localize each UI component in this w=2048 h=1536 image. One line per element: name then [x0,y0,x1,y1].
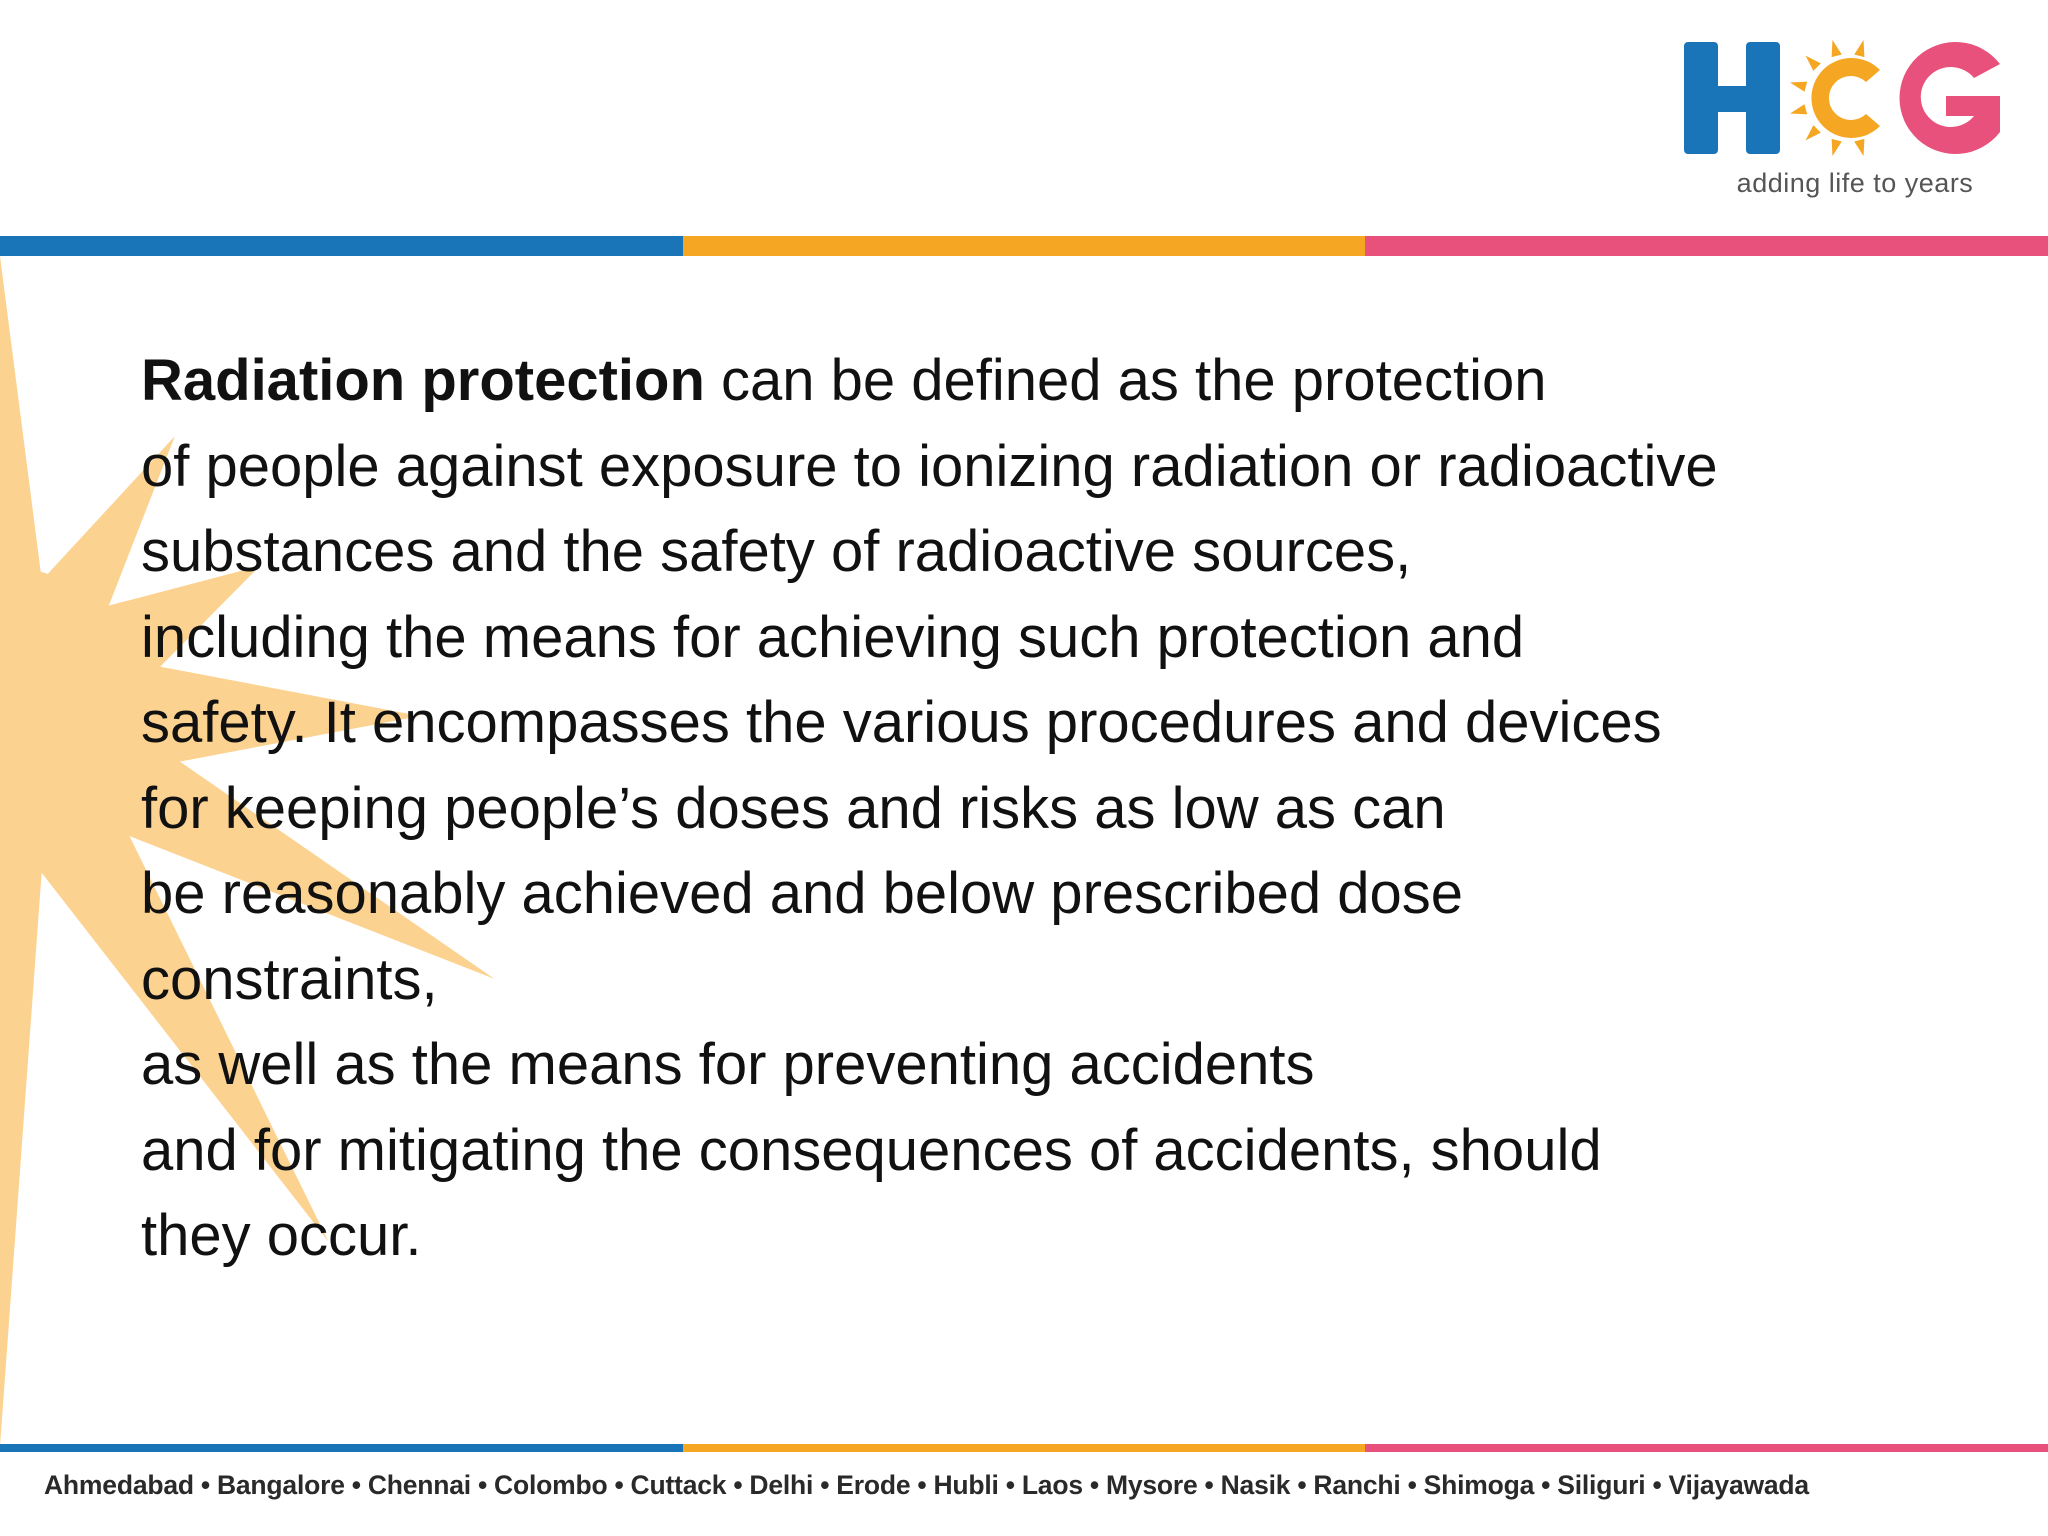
text-line: substances and the safety of radioactive sources, [141,519,1412,584]
text-line: as well as the means for preventing accidents [141,1032,1315,1097]
city-name: Laos [1021,1470,1083,1500]
bar-segment-blue [0,1444,683,1452]
bullet-separator: • [1297,1470,1307,1500]
logo-letter-h-icon [1684,42,1780,154]
city-name: Bangalore [216,1470,345,1500]
bullet-separator: • [1652,1470,1662,1500]
bullet-separator: • [1407,1470,1417,1500]
text-line-rest: can be defined as the protection [704,348,1547,413]
logo-sun-ray-icon [1806,56,1821,71]
sun-ray-icon [0,827,45,1444]
city-name: Chennai [367,1470,471,1500]
logo-sun-ray-icon [1832,139,1842,156]
city-name: Erode [836,1470,911,1500]
bullet-separator: • [1204,1470,1214,1500]
text-line [141,338,1941,424]
text-line: be reasonably achieved and below prescribed dose [141,861,1463,926]
text-line: and for mitigating the consequences of accidents, should [141,1117,1602,1183]
bullet-separator: • [1005,1470,1015,1500]
logo-sun-ray-icon [1790,82,1807,92]
logo-sun-ray-icon [1832,40,1842,57]
bullet-separator: • [477,1470,488,1500]
text-line: for keeping people’s doses and risks as low as can [141,775,1446,841]
text-line: of people against exposure to ionizing radiation or radioactive [141,433,1718,499]
city-name: Nasik [1220,1470,1291,1500]
bar-segment-orange [683,236,1366,256]
footer-color-bar [0,1444,2048,1452]
text-line: including the means for achieving such protection and [141,604,1525,670]
city-name: Delhi [749,1470,814,1500]
bullet-separator: • [614,1470,624,1500]
text-line: they occur. [141,1203,422,1268]
city-name: Vijayawada [1668,1470,1809,1500]
city-name: Hubli [933,1470,999,1500]
bullet-separator: • [1541,1470,1551,1500]
city-name: Ahmedabad [44,1470,194,1500]
bullet-separator: • [733,1470,743,1500]
sun-ray-icon [0,256,45,605]
header-color-bar [0,236,2048,256]
logo-sun-ray-icon [1854,139,1864,156]
bar-segment-orange [683,1444,1366,1452]
city-name: Shimoga [1423,1470,1535,1500]
footer-city-list [44,1470,2004,1501]
bar-segment-blue [0,236,683,256]
bullet-separator: • [1089,1470,1099,1500]
definition-text [141,338,1941,1279]
logo-sun-ray-icon [1854,40,1864,57]
defined-term: Radiation protection [141,348,705,413]
city-name: Colombo [494,1470,608,1500]
bullet-separator: • [917,1470,927,1500]
logo-sun-ray-icon [1790,104,1807,114]
city-name: Mysore [1105,1470,1198,1500]
bar-segment-pink [1365,1444,2048,1452]
tagline: adding life to years [1736,168,1974,198]
bar-segment-pink [1365,236,2048,256]
city-name: Ranchi [1313,1470,1401,1500]
logo-sun-ray-icon [1806,125,1821,140]
city-name: Cuttack [630,1470,727,1500]
logo-sun-c-icon [1790,40,1880,156]
bullet-separator: • [351,1470,361,1500]
bullet-separator: • [200,1470,210,1500]
text-line: safety. It encompasses the various procedures and devices [141,690,1662,755]
city-name: Siliguri [1557,1470,1646,1500]
bullet-separator: • [820,1470,830,1500]
text-line: constraints, [141,946,438,1012]
logo-letter-g-icon [1900,42,2000,154]
